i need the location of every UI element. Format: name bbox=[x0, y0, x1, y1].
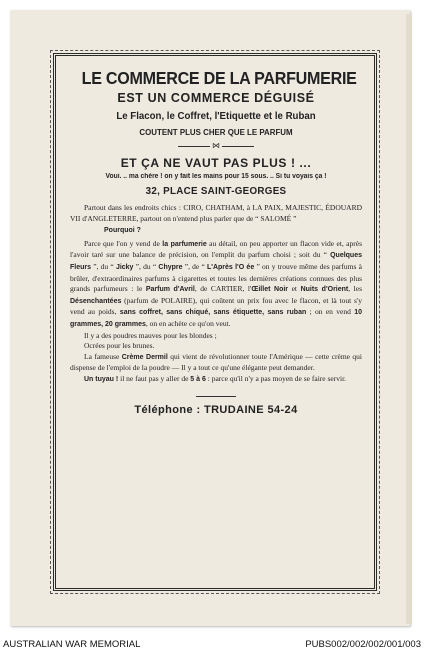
paragraph-tip: Un tuyau ! il ne faut pas y aller de 5 à 6 : parce qu'il n'y a pas moyen de se faire servir. bbox=[84, 373, 347, 383]
slogan-quote: Voui. .. ma chère ! on y fait les mains pour 15 sous. .. Si tu voyais ça ! bbox=[105, 173, 327, 180]
advertisement-frame bbox=[53, 53, 377, 591]
paragraph-question: Pourquoi ? bbox=[104, 227, 141, 235]
archive-footer bbox=[0, 634, 425, 654]
paragraph-powders-brunette: Ocrées pour les brunes. bbox=[84, 341, 155, 351]
paragraph-cream: La fameuse Crème Dermil qui vient de révolutionner toute l'Amérique — cette crème qui dispense de l'emploi de la poudre — Il y a tout ce qu'une élégante peut demander. bbox=[70, 351, 362, 373]
tagline-caps: COUTENT PLUS CHER QUE LE PARFUM bbox=[139, 127, 293, 137]
telephone-text: Téléphone : TRUDAINE 54-24 bbox=[134, 403, 298, 416]
archive-name: AUSTRALIAN WAR MEMORIAL bbox=[3, 639, 141, 650]
telephone-rule bbox=[196, 396, 236, 397]
address: 32, PLACE SAINT-GEORGES bbox=[145, 186, 287, 197]
telephone bbox=[70, 396, 362, 416]
slogan: ET ÇA NE VAUT PAS PLUS ! ... bbox=[120, 156, 312, 170]
paragraph-powders-blonde: Il y a des poudres mauves pour les blondes ; bbox=[84, 330, 217, 340]
tagline: Le Flacon, le Coffret, l'Etiquette et le Ruban bbox=[116, 110, 316, 122]
archive-reference: PUBS002/002/002/001/003 bbox=[305, 639, 421, 650]
paragraph-reason: Parce que l'on y vend de la parfumerie au détail, on peu apporter un flacon vide et, après l'avoir taré sur une balance de précision, on l'emplit du parfum choisi ; soit du “ Quelques Fleurs ”, du “ Jicky ”, du “ Chypre ”, de “ L'Après l'O ée ” on y trouve même des parfums à brûler, d'extraordinaires parfums à cigarettes et toutes les dernières créations connues des plus grands parfumeurs : le Parfum d'Avril, de CARTIER, l'Œillet Noir et Nuits d'Orient, les Désenchantées (parfum de POLAIRE), qui coûtent un prix fou avec le flacon, et là tout s'y vend au poids, sans coffret, sans chiqué, sans étiquette, sans ruban ; on en vend 10 grammes, 20 grammes, on en achète ce qu'on veut. bbox=[70, 238, 363, 328]
body-text bbox=[70, 203, 362, 386]
advertisement-content bbox=[70, 62, 362, 416]
paragraph-intro: Partout dans les endroits chics : CIRO, CHATHAM, à LA PAIX, MAJESTIC, ÉDOUARD VII d'ANGLETERRE, partout on n'entend plus parler que de “ SALOMÉ ” bbox=[70, 203, 362, 223]
ornament-divider: ⋈ bbox=[70, 141, 362, 150]
headline: LE COMMERCE DE LA PARFUMERIE bbox=[81, 68, 357, 88]
page-edge bbox=[406, 14, 412, 624]
subheadline: EST UN COMMERCE DÉGUISÉ bbox=[117, 91, 315, 105]
